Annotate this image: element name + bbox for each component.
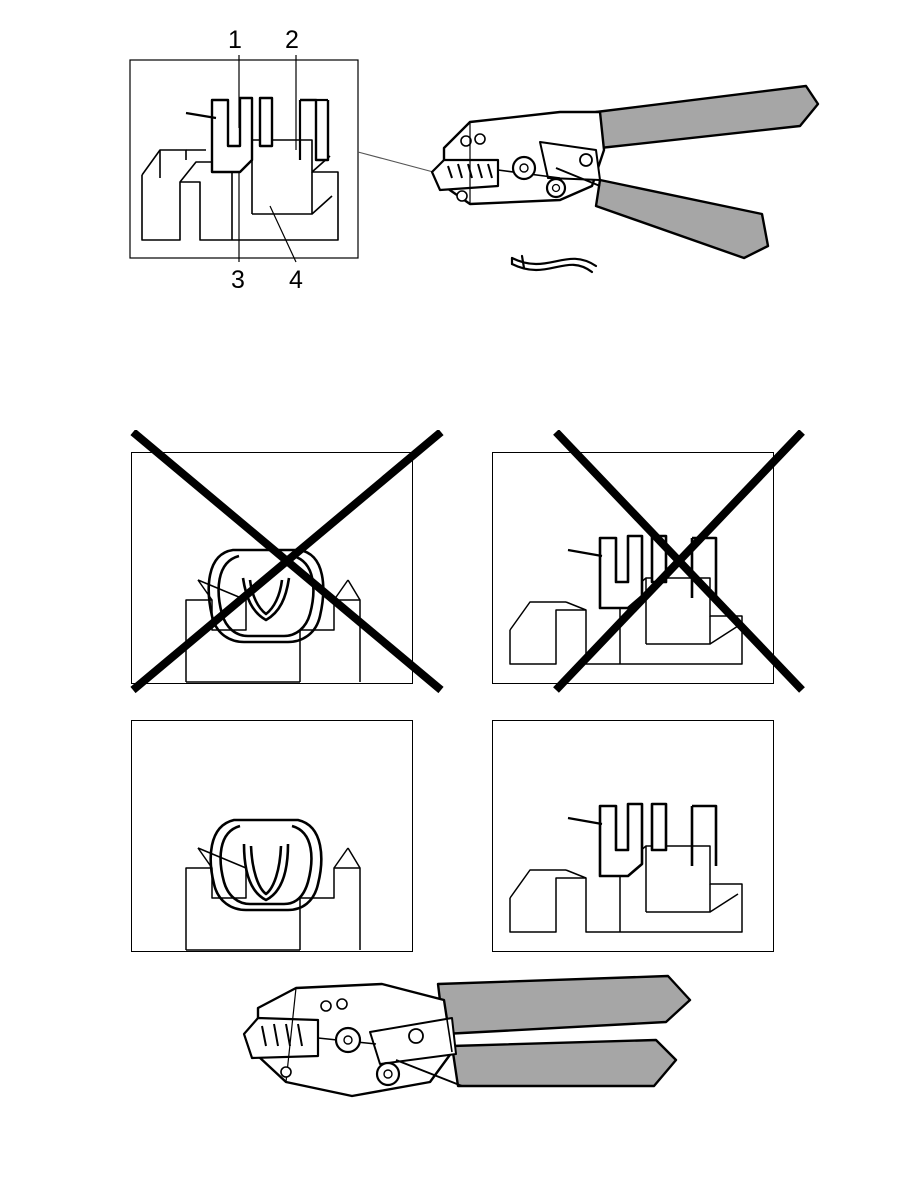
callout-4: 4 [289, 266, 303, 294]
front-view-incorrect-crimp [131, 452, 413, 684]
stripped-wire-art [512, 256, 596, 272]
front-view-correct-crimp [131, 720, 413, 952]
side-view-incorrect-crimp [492, 452, 774, 684]
crimping-pliers-closed-art [0, 960, 918, 1188]
callout-3: 3 [231, 266, 245, 294]
callout-2: 2 [285, 26, 299, 54]
top-figure [0, 0, 918, 330]
top-figure-art [0, 0, 918, 330]
callout-1: 1 [228, 26, 242, 54]
comparison-grid [0, 430, 918, 960]
crimping-pliers-open-art [432, 86, 818, 258]
bottom-figure [0, 960, 918, 1188]
side-view-correct-crimp [492, 720, 774, 952]
